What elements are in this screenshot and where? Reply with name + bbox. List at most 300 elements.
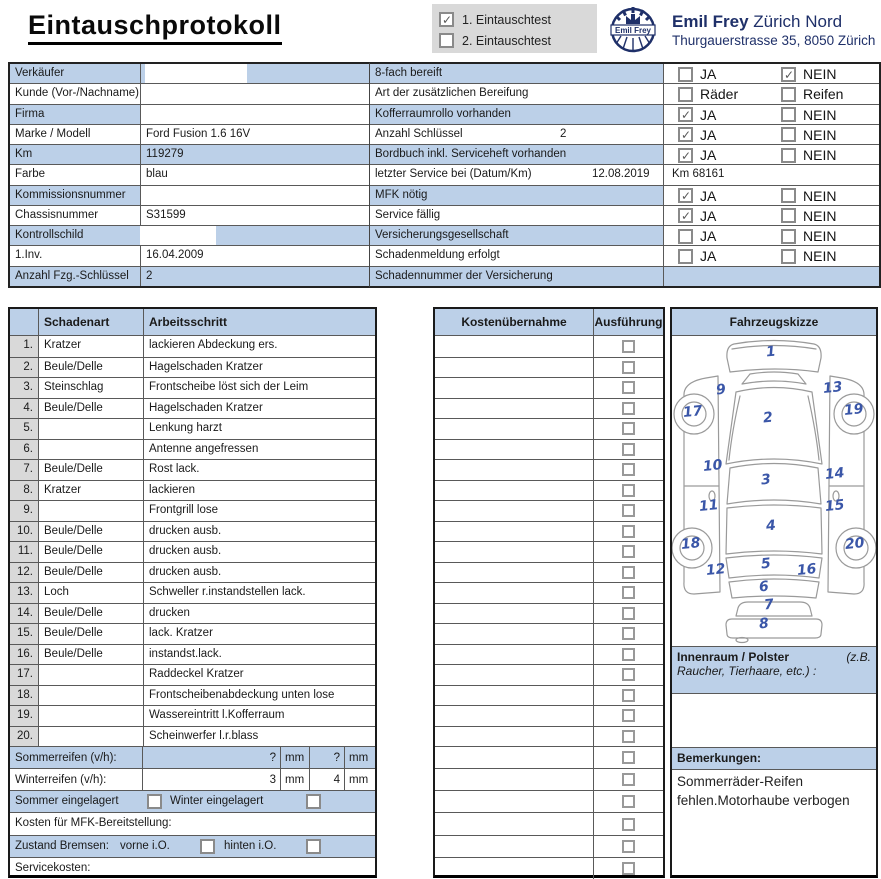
test-checkbox[interactable]	[439, 12, 454, 27]
vehicle-info-row	[10, 205, 369, 225]
field-value-text: 16.04.2009	[146, 249, 204, 262]
cost-row	[435, 603, 663, 624]
ausfuehrung-checkbox[interactable]	[622, 840, 635, 853]
ausfuehrung-checkbox[interactable]	[622, 648, 635, 661]
field-label: Kommissionsnummer	[15, 188, 126, 201]
damage-nr: 6.	[10, 440, 39, 460]
kostenuebernahme-cell[interactable]	[435, 399, 594, 419]
field-value	[140, 64, 369, 83]
ausfuehrung-checkbox[interactable]	[622, 795, 635, 808]
vehicle-info-row	[10, 64, 369, 83]
kostenuebernahme-cell[interactable]	[435, 686, 594, 706]
field-label-text: letzter Service bei (Datum/Km)	[375, 168, 532, 181]
option-label: JA	[700, 228, 717, 245]
vehicle-info-row	[10, 185, 369, 205]
sketch-number: 2	[762, 409, 774, 427]
damage-schadenart: Beule/Delle	[39, 604, 144, 624]
logo-text: Emil Frey	[614, 26, 652, 35]
cost-table-header	[435, 309, 663, 336]
sketch-number: 12	[705, 561, 727, 579]
damage-row	[10, 623, 375, 644]
damage-schadenart	[39, 706, 144, 726]
ausfuehrung-cell	[594, 813, 663, 834]
field-label-text: Bordbuch inkl. Serviceheft vorhanden	[375, 148, 567, 161]
damage-arbeitsschritt: instandst.lack.	[149, 647, 222, 660]
cost-row	[435, 480, 663, 501]
damage-schadenart: Beule/Delle	[39, 358, 144, 378]
damage-nr: 12.	[10, 563, 39, 583]
field-label: Km	[15, 148, 33, 161]
option-checkbox[interactable]	[781, 87, 796, 102]
option[interactable]	[678, 248, 716, 264]
option[interactable]	[781, 147, 836, 163]
cost-row	[435, 746, 663, 768]
ausfuehrung-checkbox[interactable]	[622, 627, 635, 640]
kostenuebernahme-cell[interactable]	[435, 645, 594, 665]
kostenuebernahme-cell[interactable]	[435, 791, 594, 812]
ausfuehrung-checkbox[interactable]	[622, 361, 635, 374]
winterreifen-rear-value[interactable]: 4	[309, 769, 344, 790]
page-title: Eintauschprotokoll	[28, 10, 282, 45]
field-label	[370, 186, 663, 205]
sommer-storage-label: Sommer eingelagert	[15, 795, 119, 808]
condition-row	[370, 266, 879, 286]
damage-schadenart: Beule/Delle	[39, 522, 144, 542]
damage-arbeitsschritt: drucken ausb.	[149, 545, 222, 557]
innenraum-section	[672, 646, 876, 694]
ausfuehrung-cell	[594, 542, 663, 562]
vehicle-info-row	[10, 124, 369, 144]
vehicle-info-row	[10, 164, 369, 184]
sommerreifen-label: Sommerreifen (v/h):	[15, 751, 117, 764]
damage-schadenart: Beule/Delle	[39, 399, 144, 419]
ausfuehrung-cell	[594, 481, 663, 501]
option-label: JA	[700, 207, 717, 224]
company-branch: Zürich Nord	[748, 12, 843, 31]
cost-row	[435, 812, 663, 834]
damage-table	[8, 307, 377, 878]
ausfuehrung-checkbox[interactable]	[622, 504, 635, 517]
sketch-number: 16	[796, 561, 818, 579]
option-label: NEIN	[803, 147, 837, 164]
ausfuehrung-checkbox[interactable]	[622, 402, 635, 415]
option[interactable]	[678, 208, 716, 224]
ausfuehrung-cell	[594, 858, 663, 879]
sketch-number: 4	[765, 517, 777, 535]
option-checkbox[interactable]	[781, 148, 796, 163]
kostenuebernahme-cell[interactable]	[435, 460, 594, 480]
ausfuehrung-checkbox[interactable]	[622, 463, 635, 476]
sketch-number: 14	[824, 465, 846, 483]
option-checkbox[interactable]	[781, 229, 796, 244]
ausfuehrung-checkbox[interactable]	[622, 773, 635, 786]
kostenuebernahme-cell[interactable]	[435, 336, 594, 357]
option-checkbox[interactable]	[781, 249, 796, 264]
option-checkbox[interactable]	[678, 208, 693, 223]
kostenuebernahme-cell[interactable]	[435, 563, 594, 583]
option-checkbox[interactable]	[781, 208, 796, 223]
field-label-text: Kofferraumrollo vorhanden	[375, 107, 511, 120]
option-checkbox[interactable]	[781, 107, 796, 122]
kostenuebernahme-cell[interactable]	[435, 665, 594, 685]
emil-frey-logo	[608, 6, 658, 54]
kostenuebernahme-cell[interactable]	[435, 836, 594, 857]
sommerreifen-front-value[interactable]: ?	[142, 747, 280, 768]
ausfuehrung-checkbox[interactable]	[622, 607, 635, 620]
ausfuehrung-cell	[594, 378, 663, 398]
ausfuehrung-cell	[594, 460, 663, 480]
company-address: Thurgauerstrasse 35, 8050 Zürich	[672, 33, 876, 48]
damage-row	[10, 582, 375, 603]
field-label	[370, 145, 663, 164]
sketch-number: 20	[844, 535, 866, 553]
option-cell	[663, 125, 879, 144]
option-cell	[663, 206, 879, 225]
ausfuehrung-checkbox[interactable]	[622, 709, 635, 722]
bemerkungen-header: Bemerkungen:	[672, 748, 876, 770]
field-label: Kontrollschild	[15, 229, 84, 242]
damage-nr: 5.	[10, 419, 39, 439]
field-label: Firma	[15, 107, 45, 120]
damage-rows	[10, 336, 375, 746]
mfk-cost-label: Kosten für MFK-Bereitstellung:	[15, 817, 172, 830]
sketch-number: 19	[843, 401, 865, 419]
ausfuehrung-cell	[594, 624, 663, 644]
sketch-number: 1	[765, 343, 777, 361]
option-checkbox[interactable]	[781, 188, 796, 203]
field-label	[370, 206, 663, 225]
damage-schadenart	[39, 665, 144, 685]
field-note: Km 68161	[672, 168, 725, 181]
ausfuehrung-cell	[594, 727, 663, 747]
damage-arbeitsschritt: lackieren Abdeckung ers.	[149, 339, 278, 351]
damage-nr: 14.	[10, 604, 39, 624]
brakes-front-label: vorne i.O.	[120, 839, 170, 852]
option-checkbox[interactable]	[781, 127, 796, 142]
damage-row	[10, 459, 375, 480]
option-label: NEIN	[803, 228, 837, 245]
cost-rows	[435, 336, 663, 879]
kostenuebernahme-cell[interactable]	[435, 419, 594, 439]
service-cost-label: Servicekosten:	[15, 861, 91, 874]
damage-arbeitsschritt: Lenkung harzt	[149, 422, 222, 434]
mfk-cost-row	[10, 812, 375, 834]
condition-row	[370, 164, 879, 184]
sketch-number: 5	[760, 555, 772, 573]
sketch-number: 7	[763, 596, 775, 614]
ausfuehrung-cell	[594, 747, 663, 768]
option[interactable]	[678, 86, 738, 102]
condition-row	[370, 83, 879, 103]
brakes-front-checkbox[interactable]	[200, 839, 215, 854]
sommerreifen-rear-value[interactable]: ?	[309, 747, 344, 768]
innenraum-notes-area[interactable]	[672, 694, 876, 748]
winterreifen-label: Winterreifen (v/h):	[15, 773, 107, 786]
option-cell	[663, 226, 879, 245]
ausfuehrung-checkbox[interactable]	[622, 751, 635, 764]
field-label	[370, 64, 663, 83]
winter-storage-checkbox[interactable]	[306, 794, 321, 809]
kostenuebernahme-cell[interactable]	[435, 440, 594, 460]
company-block	[672, 12, 875, 48]
sketch-number: 11	[698, 497, 720, 515]
field-label-text: Schadenmeldung erfolgt	[375, 249, 500, 262]
fahrzeugskizze-header: Fahrzeugskizze	[672, 309, 876, 336]
field-label-text: Service fällig	[375, 208, 441, 221]
kostenuebernahme-cell[interactable]	[435, 501, 594, 521]
damage-arbeitsschritt: Frontgrill lose	[149, 504, 219, 516]
option-label: NEIN	[803, 126, 837, 143]
ausfuehrung-checkbox[interactable]	[622, 545, 635, 558]
ausfuehrung-checkbox[interactable]	[622, 566, 635, 579]
damage-row	[10, 521, 375, 542]
field-value	[140, 186, 369, 205]
unit-label: mm	[344, 769, 375, 790]
cost-row	[435, 357, 663, 378]
damage-schadenart	[39, 727, 144, 747]
field-value	[140, 246, 369, 265]
damage-arbeitsschritt: Scheinwerfer l.r.blass	[149, 729, 259, 742]
ausfuehrung-checkbox[interactable]	[622, 443, 635, 456]
ausfuehrung-cell	[594, 645, 663, 665]
option[interactable]	[781, 107, 836, 123]
damage-schadenart: Kratzer	[39, 481, 144, 501]
brakes-rear-checkbox[interactable]	[306, 839, 321, 854]
damage-row	[10, 500, 375, 521]
option-label: JA	[700, 147, 717, 164]
damage-schadenart: Beule/Delle	[39, 542, 144, 562]
option-checkbox[interactable]	[678, 67, 693, 82]
damage-schadenart	[39, 440, 144, 460]
arbeitsschritt-header: Arbeitsschritt	[149, 315, 228, 329]
vehicle-info-row	[10, 83, 369, 103]
damage-arbeitsschritt: Raddeckel Kratzer	[149, 668, 244, 680]
cost-row	[435, 726, 663, 747]
field-label	[370, 84, 663, 103]
option[interactable]	[678, 147, 716, 163]
kostenuebernahme-header: Kostenübernahme	[435, 309, 594, 335]
damage-schadenart: Beule/Delle	[39, 645, 144, 665]
field-label: Kunde (Vor-/Nachname)	[15, 87, 140, 100]
ausfuehrung-checkbox[interactable]	[622, 525, 635, 538]
cost-row	[435, 623, 663, 644]
test-option[interactable]	[439, 9, 597, 30]
kostenuebernahme-cell[interactable]	[435, 747, 594, 768]
field-label	[370, 267, 663, 286]
kostenuebernahme-cell[interactable]	[435, 624, 594, 644]
field-label	[370, 246, 663, 265]
bemerkungen-line: fehlen.Motorhaube verbogen	[677, 793, 850, 808]
field-label-text: Schadennummer der Versicherung	[375, 269, 553, 282]
condition-row	[370, 245, 879, 265]
option-checkbox[interactable]	[678, 148, 693, 163]
ausfuehrung-checkbox[interactable]	[622, 862, 635, 875]
kostenuebernahme-cell[interactable]	[435, 769, 594, 790]
damage-arbeitsschritt: lack. Kratzer	[149, 627, 213, 639]
ausfuehrung-cell	[594, 563, 663, 583]
field-value	[140, 226, 369, 245]
option-checkbox[interactable]	[678, 229, 693, 244]
kostenuebernahme-cell[interactable]	[435, 813, 594, 834]
damage-row	[10, 336, 375, 357]
option-label: JA	[700, 66, 717, 82]
cost-row	[435, 582, 663, 603]
vehicle-info-row	[10, 104, 369, 124]
kostenuebernahme-cell[interactable]	[435, 727, 594, 747]
nr-column-header	[10, 309, 39, 335]
damage-row	[10, 398, 375, 419]
car-outline-icon	[672, 341, 876, 643]
ausfuehrung-checkbox[interactable]	[622, 730, 635, 743]
sommerreifen-row	[10, 746, 375, 768]
option[interactable]	[678, 66, 716, 82]
option-cell	[663, 105, 879, 124]
field-value: 12.08.2019	[592, 168, 650, 181]
kostenuebernahme-cell[interactable]	[435, 522, 594, 542]
option[interactable]	[781, 86, 843, 102]
damage-nr: 3.	[10, 378, 39, 398]
damage-table-header	[10, 309, 375, 336]
damage-row	[10, 705, 375, 726]
damage-arbeitsschritt: drucken	[149, 606, 190, 619]
ausfuehrung-checkbox[interactable]	[622, 689, 635, 702]
ausfuehrung-checkbox[interactable]	[622, 484, 635, 497]
company-name	[672, 12, 875, 32]
option-label: NEIN	[803, 106, 837, 123]
option[interactable]	[678, 107, 716, 123]
damage-nr: 10.	[10, 522, 39, 542]
option-label: JA	[700, 126, 717, 143]
kostenuebernahme-cell[interactable]	[435, 378, 594, 398]
ausfuehrung-cell	[594, 836, 663, 857]
option-checkbox[interactable]	[678, 188, 693, 203]
damage-schadenart: Steinschlag	[39, 378, 144, 398]
ausfuehrung-checkbox[interactable]	[622, 340, 635, 353]
condition-info-table	[370, 62, 881, 288]
option-label: Reifen	[803, 86, 844, 103]
damage-schadenart: Beule/Delle	[39, 460, 144, 480]
field-value	[140, 267, 369, 286]
cost-row	[435, 336, 663, 357]
ausfuehrung-cell	[594, 522, 663, 542]
damage-row	[10, 644, 375, 665]
damage-schadenart: Loch	[39, 583, 144, 603]
ausfuehrung-checkbox[interactable]	[622, 381, 635, 394]
option-checkbox[interactable]	[678, 87, 693, 102]
damage-nr: 18.	[10, 686, 39, 706]
field-label-text: 8-fach bereift	[375, 67, 443, 79]
option-cell	[663, 145, 879, 164]
option-cell	[663, 84, 879, 103]
option[interactable]	[781, 66, 836, 82]
damage-arbeitsschritt: Frontscheibenabdeckung unten lose	[149, 688, 335, 701]
option[interactable]	[781, 188, 836, 204]
damage-schadenart: Kratzer	[39, 336, 144, 357]
field-label: Anzahl Fzg.-Schlüssel	[15, 269, 129, 282]
damage-arbeitsschritt: Frontscheibe löst sich der Leim	[149, 381, 309, 393]
damage-row	[10, 480, 375, 501]
company-brand: Emil Frey	[672, 12, 749, 31]
field-value-text: S31599	[146, 208, 186, 221]
damage-arbeitsschritt: Rost lack.	[149, 463, 200, 475]
damage-row	[10, 377, 375, 398]
field-value: 2	[560, 127, 567, 140]
damage-row	[10, 664, 375, 685]
option-label: NEIN	[803, 248, 837, 265]
winterreifen-front-value[interactable]: 3	[142, 769, 280, 790]
cost-row	[435, 835, 663, 857]
condition-row	[370, 205, 879, 225]
option[interactable]	[678, 228, 716, 244]
cost-row	[435, 857, 663, 879]
cost-row	[435, 644, 663, 665]
kostenuebernahme-cell[interactable]	[435, 706, 594, 726]
field-label: 1.Inv.	[15, 249, 43, 262]
option-cell	[663, 267, 879, 286]
option-cell	[663, 165, 879, 184]
damage-arbeitsschritt: Hagelschaden Kratzer	[149, 401, 263, 414]
option[interactable]	[781, 127, 836, 143]
option-checkbox[interactable]	[678, 249, 693, 264]
sketch-number: 3	[760, 471, 772, 489]
test-option[interactable]	[439, 30, 597, 51]
field-value-text: 2	[146, 269, 153, 282]
sketch-number: 9	[715, 381, 727, 399]
kostenuebernahme-cell[interactable]	[435, 358, 594, 378]
ausfuehrung-checkbox[interactable]	[622, 818, 635, 831]
kostenuebernahme-cell[interactable]	[435, 858, 594, 879]
condition-row	[370, 144, 879, 164]
kostenuebernahme-cell[interactable]	[435, 583, 594, 603]
cost-row	[435, 500, 663, 521]
option-checkbox[interactable]	[678, 127, 693, 142]
ausfuehrung-cell	[594, 583, 663, 603]
cost-row	[435, 768, 663, 790]
damage-arbeitsschritt: Antenne angefressen	[149, 442, 259, 455]
field-label	[370, 105, 663, 124]
kostenuebernahme-cell[interactable]	[435, 604, 594, 624]
sketch-number: 15	[824, 497, 846, 515]
option-cell	[663, 246, 879, 265]
sketch-number: 8	[758, 615, 770, 633]
ausfuehrung-checkbox[interactable]	[622, 668, 635, 681]
field-label	[370, 226, 663, 245]
option-checkbox[interactable]	[781, 67, 796, 82]
cost-row	[435, 664, 663, 685]
ausfuehrung-checkbox[interactable]	[622, 422, 635, 435]
innenraum-hint2: Raucher, Tierhaare, etc.) :	[677, 664, 817, 678]
field-value	[140, 145, 369, 164]
field-label: Farbe	[15, 168, 46, 181]
sommer-storage-checkbox[interactable]	[147, 794, 162, 809]
field-value	[140, 105, 369, 124]
option[interactable]	[781, 208, 836, 224]
cost-row	[435, 541, 663, 562]
unit-label: mm	[280, 747, 309, 768]
option-checkbox[interactable]	[678, 107, 693, 122]
option[interactable]	[781, 228, 836, 244]
bemerkungen-text[interactable]	[672, 770, 876, 875]
option[interactable]	[678, 127, 716, 143]
test-checkbox[interactable]	[439, 33, 454, 48]
ausfuehrung-checkbox[interactable]	[622, 586, 635, 599]
kostenuebernahme-cell[interactable]	[435, 542, 594, 562]
option[interactable]	[781, 248, 836, 264]
damage-arbeitsschritt: drucken ausb.	[149, 565, 222, 578]
kostenuebernahme-cell[interactable]	[435, 481, 594, 501]
vehicle-info-row	[10, 245, 369, 265]
option[interactable]	[678, 188, 716, 204]
